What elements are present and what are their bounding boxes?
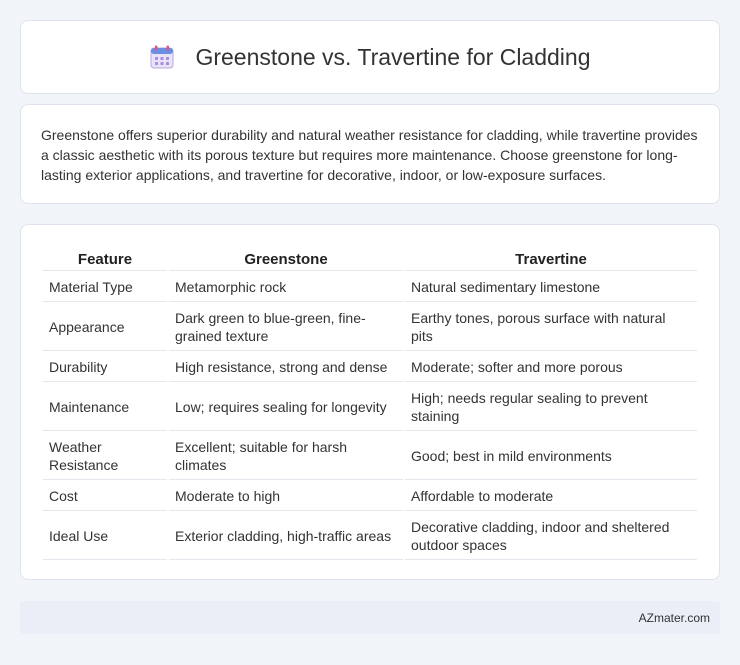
feature-cell: Weather Resistance bbox=[43, 433, 167, 480]
feature-cell: Maintenance bbox=[43, 384, 167, 431]
feature-cell: Material Type bbox=[43, 273, 167, 302]
title-card bbox=[20, 20, 720, 94]
travertine-cell: Good; best in mild environments bbox=[405, 433, 697, 480]
summary-card bbox=[20, 104, 720, 204]
table-row bbox=[43, 273, 697, 302]
comparison-table bbox=[41, 245, 699, 562]
table-row bbox=[43, 384, 697, 431]
summary-text: Greenstone offers superior durability and natural weather resistance for cladding, while travertine provides a classic aesthetic with its porous texture but requires more maintenance. Choose greenstone for long-lasting exterior applications, and travertine for decorative, indoor, or low-exposure surfaces. bbox=[41, 127, 698, 183]
table-row bbox=[43, 482, 697, 511]
greenstone-cell: Dark green to blue-green, fine-grained texture bbox=[169, 304, 403, 351]
column-header-travertine: Travertine bbox=[405, 247, 697, 271]
travertine-cell: Earthy tones, porous surface with natural pits bbox=[405, 304, 697, 351]
page-title: Greenstone vs. Travertine for Cladding bbox=[195, 43, 591, 70]
greenstone-cell: Exterior cladding, high-traffic areas bbox=[169, 513, 403, 560]
travertine-cell: Natural sedimentary limestone bbox=[405, 273, 697, 302]
feature-cell: Ideal Use bbox=[43, 513, 167, 560]
table-row bbox=[43, 353, 697, 382]
footer bbox=[20, 601, 720, 634]
travertine-cell: Affordable to moderate bbox=[405, 482, 697, 511]
feature-cell: Cost bbox=[43, 482, 167, 511]
comparison-table-card bbox=[20, 224, 720, 580]
footer-brand: AZmater.com bbox=[638, 610, 710, 625]
greenstone-cell: Excellent; suitable for harsh climates bbox=[169, 433, 403, 480]
table-header-row bbox=[43, 247, 697, 271]
travertine-cell: Moderate; softer and more porous bbox=[405, 353, 697, 382]
column-header-feature: Feature bbox=[43, 247, 167, 271]
greenstone-cell: High resistance, strong and dense bbox=[169, 353, 403, 382]
greenstone-cell: Moderate to high bbox=[169, 482, 403, 511]
feature-cell: Appearance bbox=[43, 304, 167, 351]
travertine-cell: High; needs regular sealing to prevent staining bbox=[405, 384, 697, 431]
greenstone-cell: Metamorphic rock bbox=[169, 273, 403, 302]
column-header-greenstone: Greenstone bbox=[169, 247, 403, 271]
table-row bbox=[43, 304, 697, 351]
calendar-icon bbox=[149, 44, 175, 70]
table-row bbox=[43, 513, 697, 560]
table-row bbox=[43, 433, 697, 480]
travertine-cell: Decorative cladding, indoor and sheltered outdoor spaces bbox=[405, 513, 697, 560]
greenstone-cell: Low; requires sealing for longevity bbox=[169, 384, 403, 431]
feature-cell: Durability bbox=[43, 353, 167, 382]
